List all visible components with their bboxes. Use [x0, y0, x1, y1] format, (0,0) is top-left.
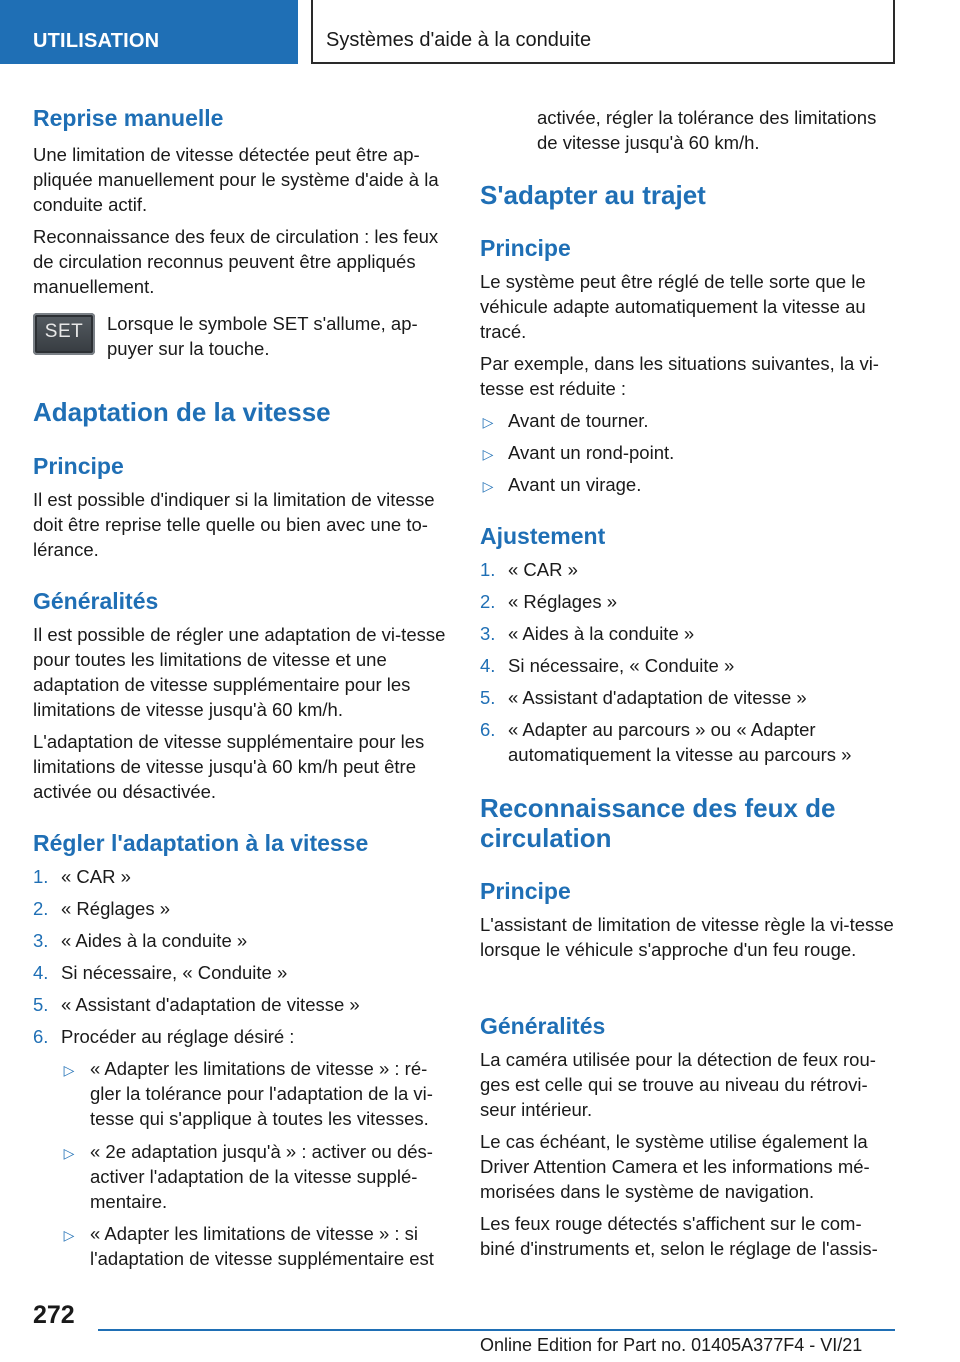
triangle-bullet-icon: ▷	[63, 1145, 75, 1161]
triangle-bullet-icon: ▷	[482, 414, 494, 430]
list-item: 3. « Aides à la conduite »	[480, 623, 695, 644]
paragraph: Il est possible d'indiquer si la limitation de vitesse doit être reprise telle quelle ou bien avec une to‐lérance.	[33, 489, 435, 560]
paragraph: Lorsque le symbole SET s'allume, ap‐puyer sur la touche.	[107, 313, 418, 359]
list-item: 6. « Adapter au parcours » ou « Adapter automatiquement la vitesse au parcours »	[480, 719, 852, 765]
triangle-bullet-icon: ▷	[63, 1227, 75, 1243]
heading-principe: Principe	[480, 235, 571, 261]
list-item: 1. « CAR »	[480, 559, 578, 580]
set-button-icon	[33, 313, 95, 355]
set-button-label: SET	[44, 321, 84, 342]
list-item: ▷ Avant de tourner.	[480, 408, 896, 433]
list-item: ▷ « Adapter les limitations de vitesse » : si l'adaptation de vitesse supplémentaire est	[33, 1221, 449, 1271]
heading-generalites: Généralités	[33, 588, 159, 614]
paragraph: La caméra utilisée pour la détection de feux rou‐ges est celle qui se trouve au niveau du rétrovi‐seur intérieur.	[480, 1049, 876, 1120]
triangle-bullet-icon: ▷	[63, 1062, 75, 1078]
paragraph: Par exemple, dans les situations suivantes, la vi‐tesse est réduite :	[480, 353, 879, 399]
list-item: ▷ Avant un virage.	[480, 472, 896, 497]
list-item: 4. Si nécessaire, « Conduite »	[33, 962, 288, 983]
heading-adaptation-vitesse: Adaptation de la vitesse	[33, 397, 331, 427]
list-item: 4. Si nécessaire, « Conduite »	[480, 655, 735, 676]
heading-reconnaissance-feux: Reconnaissance des feux de circulation	[480, 793, 836, 853]
heading-reprise-manuelle: Reprise manuelle	[33, 105, 224, 131]
footer-divider	[98, 1329, 895, 1331]
paragraph: Le cas échéant, le système utilise également la Driver Attention Camera et les informations mé‐morisées dans le système de navigation.	[480, 1131, 870, 1202]
list-item: 5. « Assistant d'adaptation de vitesse »	[480, 687, 807, 708]
list-item: 1. « CAR »	[33, 866, 131, 887]
paragraph: Le système peut être réglé de telle sorte que le véhicule adapte automatiquement la vitesse au tracé.	[480, 271, 866, 342]
section-tab	[0, 0, 298, 64]
list-item: 6. Procéder au réglage désiré :	[33, 1026, 295, 1047]
triangle-bullet-icon: ▷	[482, 478, 494, 494]
heading-ajustement: Ajustement	[480, 523, 606, 549]
heading-generalites: Généralités	[480, 1013, 606, 1039]
list-item: ▷ Avant un rond-point.	[480, 440, 896, 465]
paragraph: L'adaptation de vitesse supplémentaire pour les limitations de vitesse jusqu'à 60 km/h peut être activée ou désactivée.	[33, 731, 425, 802]
list-item: ▷ « Adapter les limitations de vitesse » : ré‐gler la tolérance pour l'adaptation de la vi‐tesse qui s'applique à toutes les vitesses.	[33, 1056, 449, 1131]
page-number: 272	[33, 1301, 75, 1329]
chapter-header	[311, 0, 895, 64]
paragraph: Il est possible de régler une adaptation de vi‐tesse pour toutes les limitations de vitesse et une adaptation de vitesse supplémentaire pour les limitations de vitesse jusqu'à 60 km/h.	[33, 624, 446, 720]
list-item: 2. « Réglages »	[480, 591, 618, 612]
footer-edition: Online Edition for Part no. 01405A377F4 - VI/21	[480, 1335, 863, 1355]
paragraph-continuation: activée, régler la tolérance des limitations de vitesse jusqu'à 60 km/h.	[537, 107, 877, 153]
heading-sadapter-trajet: S'adapter au trajet	[480, 180, 706, 210]
heading-principe: Principe	[480, 878, 571, 904]
paragraph: Les feux rouge détectés s'affichent sur le com‐biné d'instruments et, selon le réglage de l'assis‐	[480, 1213, 878, 1259]
heading-principe: Principe	[33, 453, 124, 479]
triangle-bullet-icon: ▷	[482, 446, 494, 462]
list-item: 3. « Aides à la conduite »	[33, 930, 248, 951]
chapter-title: Systèmes d'aide à la conduite	[326, 29, 592, 51]
list-item: ▷ « 2e adaptation jusqu'à » : activer ou dés‐activer l'adaptation de la vitesse supplé‐mentaire.	[33, 1139, 449, 1214]
list-item: 2. « Réglages »	[33, 898, 171, 919]
heading-regler-adaptation: Régler l'adaptation à la vitesse	[33, 830, 369, 856]
section-title: UTILISATION	[33, 30, 160, 52]
paragraph: Reconnaissance des feux de circulation : les feux de circulation reconnus peuvent être appliqués manuellement.	[33, 226, 439, 297]
paragraph: L'assistant de limitation de vitesse règle la vi‐tesse lorsque le véhicule s'approche d'un feu rouge.	[480, 914, 894, 960]
list-item: 5. « Assistant d'adaptation de vitesse »	[33, 994, 360, 1015]
paragraph: Une limitation de vitesse détectée peut être ap‐pliquée manuellement pour le système d'aide à la conduite actif.	[33, 144, 439, 215]
